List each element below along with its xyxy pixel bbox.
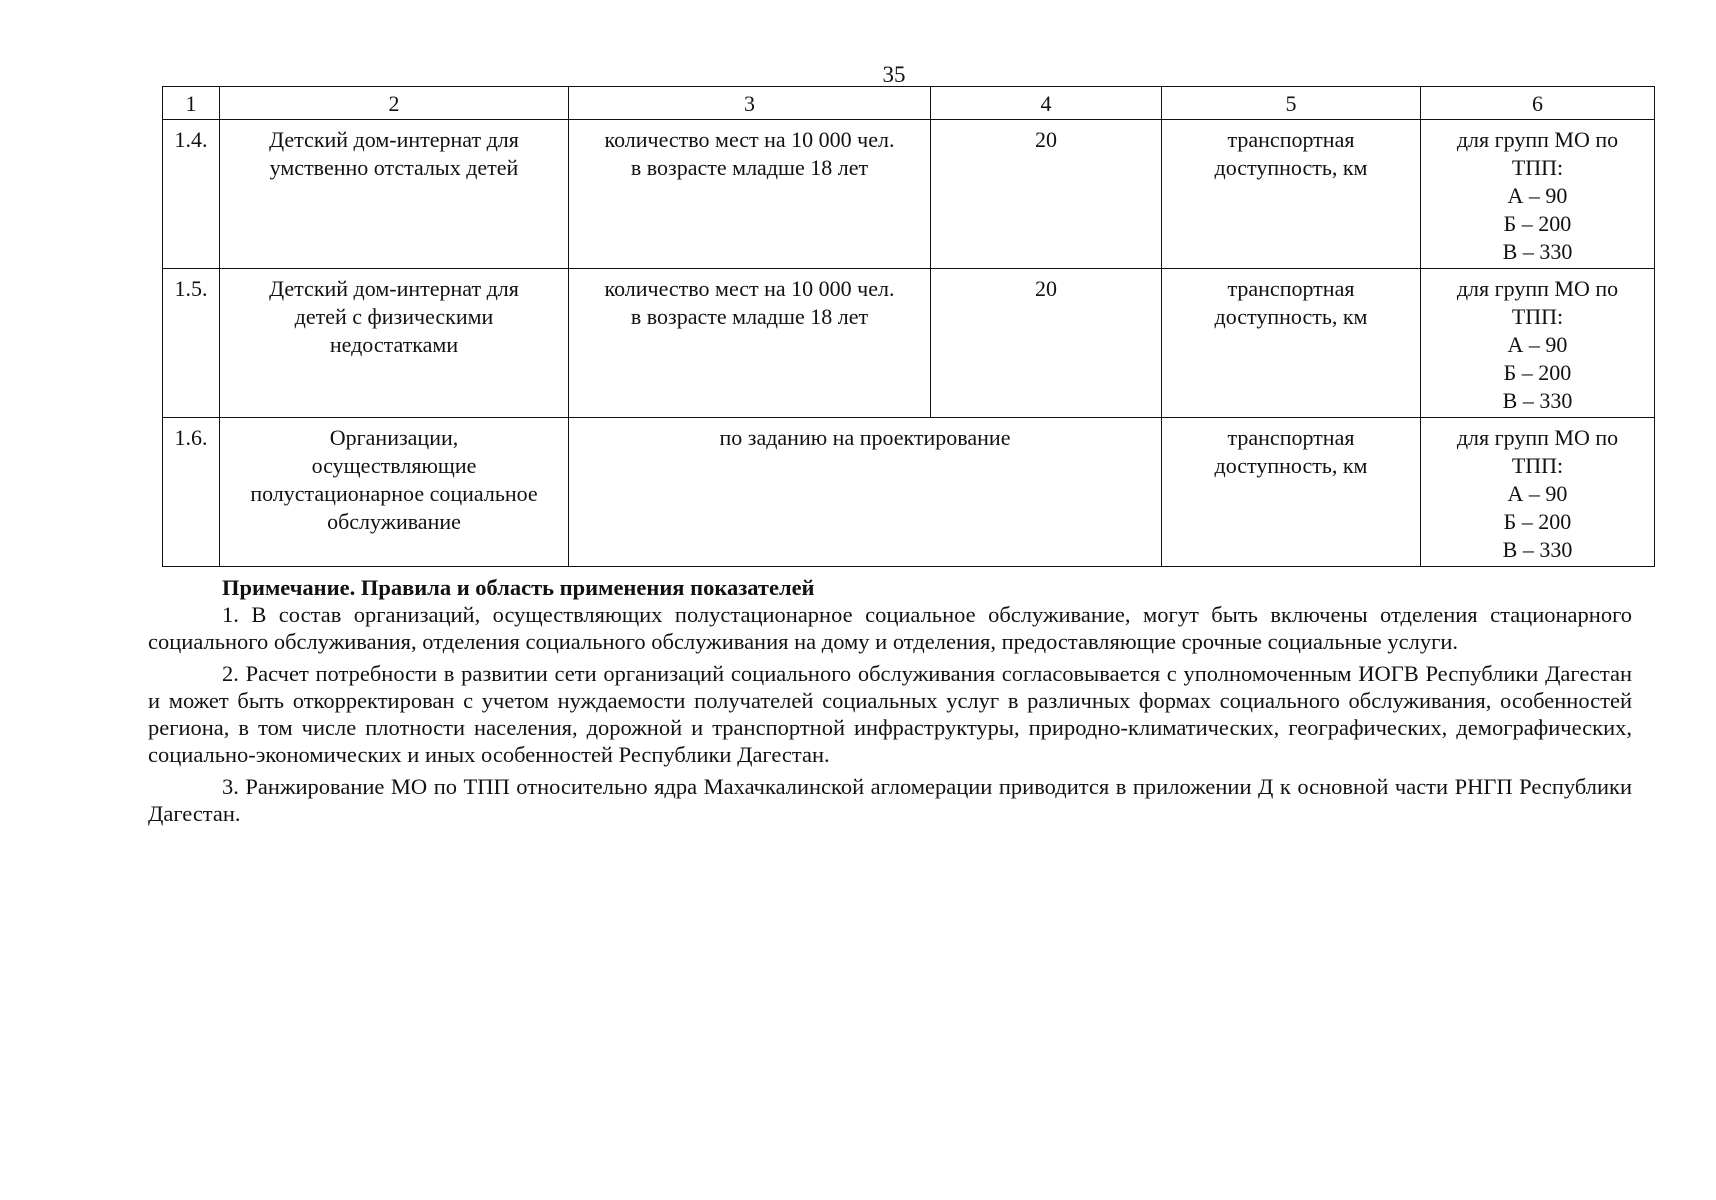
facility-name-line: осуществляющие: [311, 453, 477, 478]
note-item: 1. В состав организаций, осуществляющих полустационарное социальное обслуживание, могут быть включены отделения стационарного социального обслуживания, отделения социального обслуживания на дому и отделения, предоставляющие срочные социальные услуги.: [148, 602, 1632, 654]
notes-heading: Примечание. Правила и область применения показателей: [222, 575, 815, 600]
facility-name: [220, 120, 569, 269]
accessibility-line: доступность, км: [1214, 155, 1368, 180]
note-item: 2. Расчет потребности в развитии сети организаций социального обслуживания согласовывается с уполномоченным ИОГВ Республики Дагестан и может быть откорректирован с учетом нуждаемости получателей социальных услуг в различных формах социального обслуживания, особенностей региона, в том числе плотности населения, дорожной и транспортной инфраструктуры, природно-климатических, географических, демографических, социально-экономических и иных особенностей Республики Дагестан.: [148, 661, 1632, 767]
row-number: 1.6.: [163, 418, 220, 567]
group-line: А – 90: [1507, 481, 1568, 506]
indicator-value: 20: [931, 269, 1162, 418]
indicator-line: в возрасте младше 18 лет: [630, 304, 869, 329]
indicator-line: в возрасте младше 18 лет: [630, 155, 869, 180]
accessibility: [1162, 269, 1421, 418]
group-line: В – 330: [1502, 239, 1573, 264]
group-line: для групп МО по: [1456, 127, 1619, 152]
indicator-line: количество мест на 10 000 чел.: [604, 127, 895, 152]
header-row: [163, 87, 1655, 120]
table-header: [163, 87, 1655, 120]
group-values: [1421, 269, 1655, 418]
table-row: [163, 269, 1655, 418]
accessibility-line: доступность, км: [1214, 453, 1368, 478]
group-line: В – 330: [1502, 388, 1573, 413]
group-line: ТПП:: [1511, 155, 1564, 180]
accessibility-line: транспортная: [1227, 276, 1355, 301]
group-line: Б – 200: [1503, 509, 1572, 534]
accessibility-line: доступность, км: [1214, 304, 1368, 329]
group-line: А – 90: [1507, 183, 1568, 208]
facility-name-line: обслуживание: [327, 509, 461, 534]
table-row: [163, 120, 1655, 269]
indicator: [569, 120, 931, 269]
row-number: 1.4.: [163, 120, 220, 269]
facility-name-line: детей с физическими: [294, 304, 494, 329]
page-number: 35: [882, 62, 906, 87]
facility-name: [220, 269, 569, 418]
group-line: ТПП:: [1511, 304, 1564, 329]
row-number: 1.5.: [163, 269, 220, 418]
accessibility-line: транспортная: [1227, 425, 1355, 450]
note-item: 3. Ранжирование МО по ТПП относительно ядра Махачкалинской агломерации приводится в приложении Д к основной части РНГП Республики Дагестан.: [148, 774, 1632, 826]
group-values: [1421, 418, 1655, 567]
facility-name-line: Детский дом-интернат для: [269, 127, 519, 152]
indicators-table: [162, 86, 1655, 567]
group-line: В – 330: [1502, 537, 1573, 562]
header-col-5: 5: [1162, 87, 1421, 120]
group-line: А – 90: [1507, 332, 1568, 357]
group-line: для групп МО по: [1456, 276, 1619, 301]
accessibility: [1162, 120, 1421, 269]
group-line: для групп МО по: [1456, 425, 1619, 450]
facility-name-line: Организации,: [329, 425, 459, 450]
indicator-value: 20: [931, 120, 1162, 269]
facility-name: [220, 418, 569, 567]
indicator: [569, 269, 931, 418]
header-col-1: 1: [163, 87, 220, 120]
group-values: [1421, 120, 1655, 269]
group-line: Б – 200: [1503, 360, 1572, 385]
group-line: ТПП:: [1511, 453, 1564, 478]
merged-indicator-cell: по заданию на проектирование: [569, 418, 1162, 567]
header-col-2: 2: [220, 87, 569, 120]
group-line: Б – 200: [1503, 211, 1572, 236]
facility-name-line: недостатками: [329, 332, 459, 357]
facility-name-line: полустационарное социальное: [250, 481, 538, 506]
accessibility: [1162, 418, 1421, 567]
header-col-4: 4: [931, 87, 1162, 120]
accessibility-line: транспортная: [1227, 127, 1355, 152]
header-col-6: 6: [1421, 87, 1655, 120]
facility-name-line: умственно отсталых детей: [269, 155, 519, 180]
notes-section: [148, 574, 1632, 832]
indicator-line: количество мест на 10 000 чел.: [604, 276, 895, 301]
header-col-3: 3: [569, 87, 931, 120]
table-row: [163, 418, 1655, 567]
facility-name-line: Детский дом-интернат для: [269, 276, 519, 301]
